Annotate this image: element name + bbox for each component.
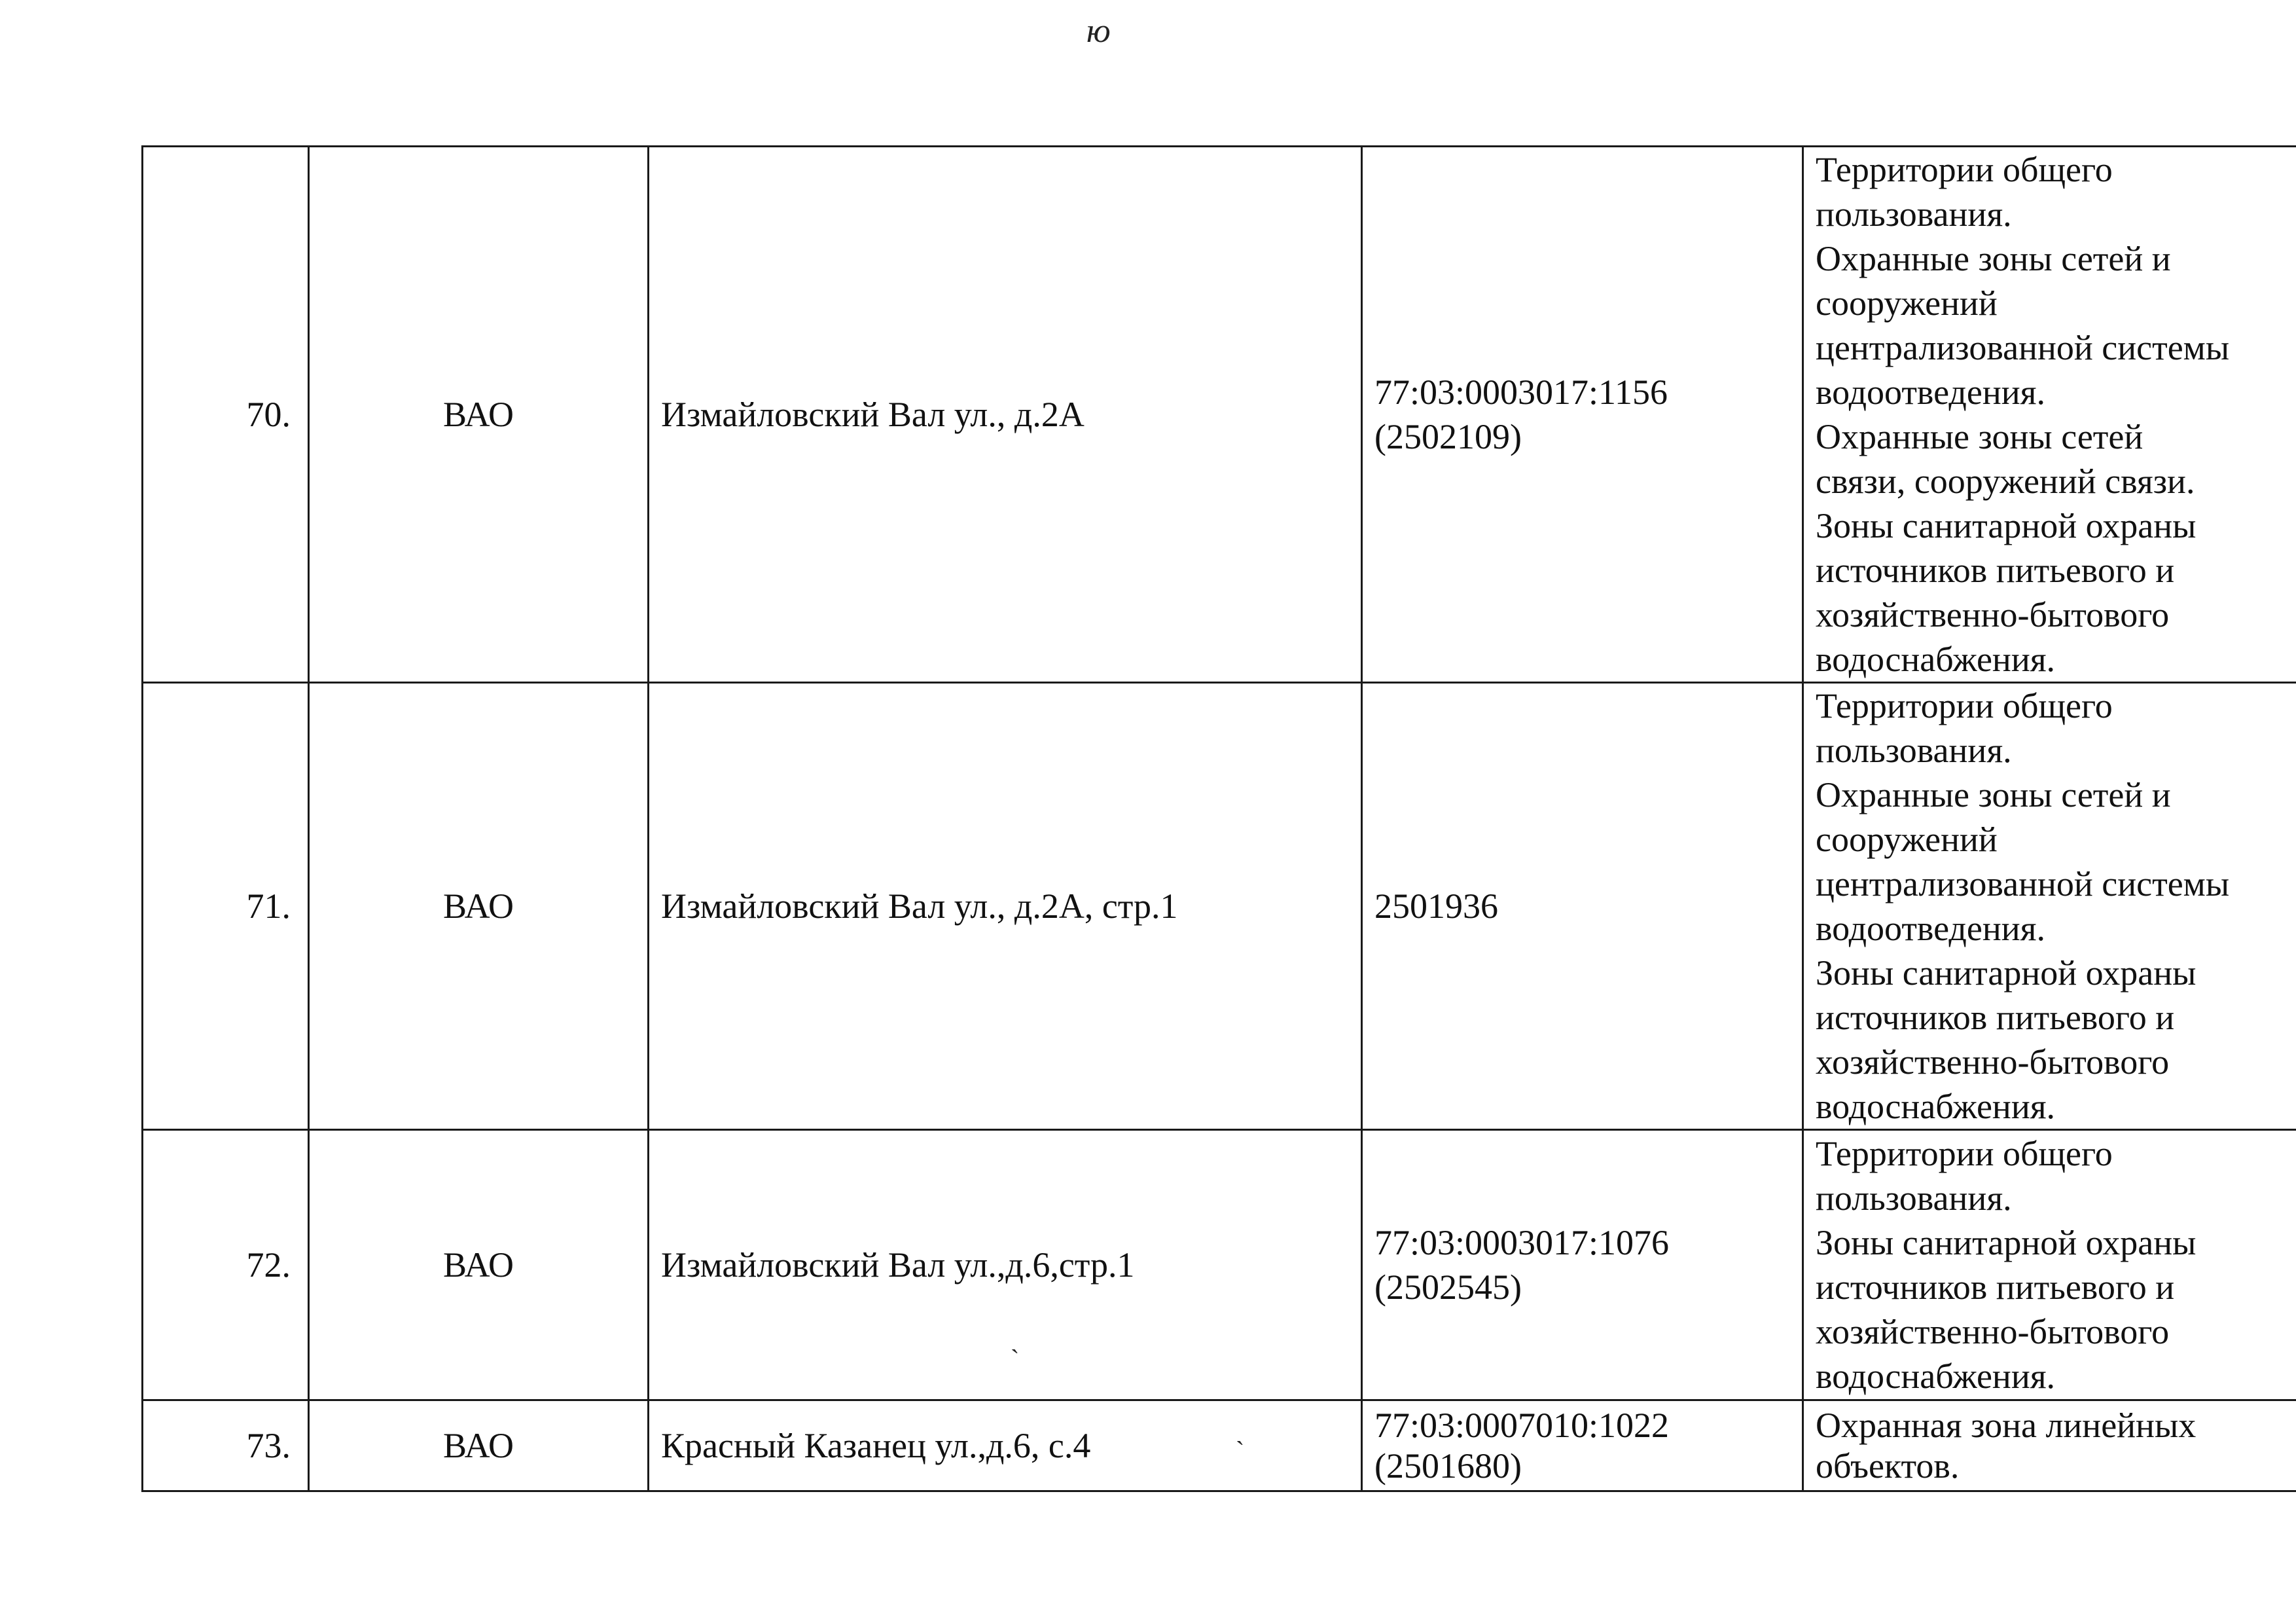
- restriction-line: Территории общего: [1816, 1134, 2113, 1173]
- restriction-line: Охранная зона линейных: [1816, 1406, 2197, 1445]
- cadastral-code: (2502545): [1374, 1267, 1522, 1307]
- restriction-line: Территории общего: [1816, 150, 2113, 189]
- table-row: [143, 683, 2296, 1130]
- restriction-line: водоотведения.: [1816, 909, 2045, 948]
- restriction-line: пользования.: [1816, 194, 2012, 234]
- page-number: ю: [1086, 12, 1109, 50]
- restriction-line: сооружений: [1816, 283, 1998, 323]
- table-row: [143, 1400, 2296, 1491]
- restriction-line: водоотведения.: [1816, 373, 2045, 412]
- restriction-line: сооружений: [1816, 820, 1998, 859]
- district-cell: ВАО: [309, 1130, 649, 1400]
- restrictions-cell: [1803, 147, 2296, 683]
- restriction-line: Охранные зоны сетей и: [1816, 239, 2171, 278]
- restriction-line: объектов.: [1816, 1446, 1960, 1486]
- restriction-line: источников питьевого и: [1816, 998, 2175, 1037]
- restriction-line: источников питьевого и: [1816, 551, 2175, 590]
- restriction-line: водоснабжения.: [1816, 1357, 2056, 1396]
- cadastral-number: 77:03:0003017:1076: [1374, 1223, 1670, 1262]
- cadastral-code: (2502109): [1374, 417, 1522, 456]
- district-cell: ВАО: [309, 147, 649, 683]
- restriction-line: связи, сооружений связи.: [1816, 462, 2195, 501]
- cadastral-cell: [1362, 147, 1803, 683]
- restrictions-cell: [1803, 1130, 2296, 1400]
- scan-speck: `: [1236, 1436, 1245, 1465]
- cadastral-number: 77:03:0003017:1156: [1374, 373, 1668, 412]
- restriction-line: пользования.: [1816, 1178, 2012, 1218]
- restriction-line: Территории общего: [1816, 686, 2113, 725]
- cadastral-cell: [1362, 1130, 1803, 1400]
- restriction-line: централизованной системы: [1816, 864, 2230, 903]
- restriction-line: водоснабжения.: [1816, 1087, 2056, 1126]
- restrictions-cell: [1803, 683, 2296, 1130]
- table-row: [143, 147, 2296, 683]
- row-number: 72.: [143, 1130, 309, 1400]
- address-cell: Измайловский Вал ул., д.2А: [649, 147, 1362, 683]
- restriction-line: Зоны санитарной охраны: [1816, 506, 2197, 545]
- address-cell: Красный Казанец ул.,д.6, с.4: [649, 1400, 1362, 1491]
- cadastral-number: 77:03:0007010:1022: [1374, 1406, 1670, 1445]
- restriction-line: хозяйственно-бытового: [1816, 1312, 2170, 1351]
- row-number: 71.: [143, 683, 309, 1130]
- restriction-line: пользования.: [1816, 731, 2012, 770]
- restrictions-cell: [1803, 1400, 2296, 1491]
- parcels-table: [141, 145, 2296, 1492]
- cadastral-cell: [1362, 683, 1803, 1130]
- restriction-line: хозяйственно-бытового: [1816, 1042, 2170, 1082]
- cadastral-cell: [1362, 1400, 1803, 1491]
- scan-speck: `: [1011, 1344, 1020, 1374]
- restriction-line: централизованной системы: [1816, 328, 2230, 367]
- restriction-line: Зоны санитарной охраны: [1816, 1223, 2197, 1262]
- district-cell: ВАО: [309, 1400, 649, 1491]
- restriction-line: Охранные зоны сетей: [1816, 417, 2144, 456]
- restriction-line: Зоны санитарной охраны: [1816, 953, 2197, 993]
- restriction-line: Охранные зоны сетей и: [1816, 775, 2171, 814]
- restriction-line: водоснабжения.: [1816, 640, 2056, 679]
- row-number: 70.: [143, 147, 309, 683]
- table-row: [143, 1130, 2296, 1400]
- cadastral-code: (2501680): [1374, 1446, 1522, 1486]
- address-cell: Измайловский Вал ул.,д.6,стр.1: [649, 1130, 1362, 1400]
- restriction-line: источников питьевого и: [1816, 1267, 2175, 1307]
- restriction-line: хозяйственно-бытового: [1816, 595, 2170, 634]
- address-cell: Измайловский Вал ул., д.2А, стр.1: [649, 683, 1362, 1130]
- row-number: 73.: [143, 1400, 309, 1491]
- district-cell: ВАО: [309, 683, 649, 1130]
- cadastral-code: 2501936: [1374, 886, 1498, 926]
